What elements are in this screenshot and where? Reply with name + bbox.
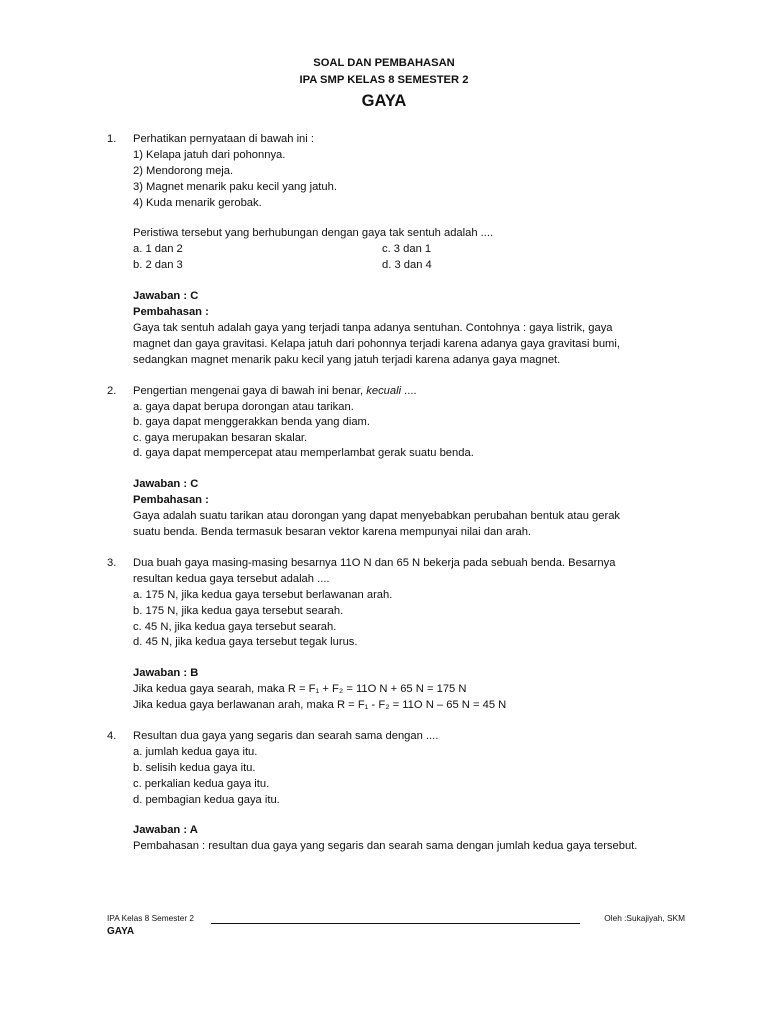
explanation-line: Pembahasan : resultan dua gaya yang segaris dan searah sama dengan jumlah kedua gaya tersebut. — [133, 840, 638, 852]
option-d: d. pembagian kedua gaya itu. — [133, 794, 280, 806]
option-a: a. 175 N, jika kedua gaya tersebut berlawanan arah. — [133, 589, 393, 601]
statement-item: 2) Mendorong meja. — [133, 165, 234, 177]
explanation-line: suatu benda. Benda termasuk besaran vektor karena mempunyai nilai dan arah. — [133, 526, 532, 538]
question-prompt: Resultan dua gaya yang segaris dan searah sama dengan .... — [133, 730, 439, 742]
option-c: c. perkalian kedua gaya itu. — [133, 778, 270, 790]
question-text: Peristiwa tersebut yang berhubungan dengan gaya tak sentuh adalah .... — [133, 227, 494, 239]
question-number: 3. — [107, 557, 117, 569]
explanation-line: Jika kedua gaya berlawanan arah, maka R = F₁ - F₂ = 11O N – 65 N = 45 N — [133, 699, 507, 711]
explanation-line: Gaya adalah suatu tarikan atau dorongan yang dapat menyebabkan perubahan bentuk atau gerak — [133, 510, 621, 522]
option-d: d. gaya dapat mempercepat atau memperlambat gerak suatu benda. — [133, 447, 474, 459]
option-b: b. selisih kedua gaya itu. — [133, 762, 256, 774]
prompt-ellipsis: .... — [401, 385, 417, 397]
answer-label: Jawaban : C — [133, 290, 199, 302]
statement-item: 3) Magnet menarik paku kecil yang jatuh. — [133, 181, 337, 193]
pembahasan-label: Pembahasan : — [133, 494, 209, 506]
doc-header-line1: SOAL DAN PEMBAHASAN — [313, 57, 455, 69]
explanation-line: sedangkan magnet menarik paku kecil yang jatuh terjadi karena adanya gaya magnet. — [133, 354, 561, 366]
question-prompt: Perhatikan pernyataan di bawah ini : — [133, 133, 314, 145]
footer-author: Oleh :Sukajiyah, SKM — [604, 913, 685, 923]
option-a: a. 1 dan 2 — [133, 243, 183, 255]
option-d: d. 45 N, jika kedua gaya tersebut tegak lurus. — [133, 636, 358, 648]
footer-course: IPA Kelas 8 Semester 2 — [107, 913, 195, 923]
question-number: 4. — [107, 730, 117, 742]
question-prompt: resultan kedua gaya tersebut adalah .... — [133, 573, 330, 585]
statement-item: 1) Kelapa jatuh dari pohonnya. — [133, 149, 286, 161]
explanation-line: magnet dan gaya gravitasi. Kelapa jatuh dari pohonnya terjadi karena adanya gaya gravitasi bumi, — [133, 338, 620, 350]
doc-header-line2: IPA SMP KELAS 8 SEMESTER 2 — [299, 74, 469, 86]
option-b: b. gaya dapat menggerakkan benda yang diam. — [133, 416, 370, 428]
option-c: c. 3 dan 1 — [382, 243, 432, 255]
doc-title: GAYA — [361, 92, 407, 110]
option-b: b. 175 N, jika kedua gaya tersebut searah. — [133, 605, 344, 617]
answer-label: Jawaban : A — [133, 824, 198, 836]
option-a: a. jumlah kedua gaya itu. — [133, 746, 258, 758]
explanation-line: Gaya tak sentuh adalah gaya yang terjadi tanpa adanya sentuhan. Contohnya : gaya listrik, gaya — [133, 322, 613, 334]
question-number: 1. — [107, 133, 117, 145]
footer-rule — [211, 923, 580, 924]
footer-subtitle: GAYA — [107, 926, 135, 937]
question-prompt — [133, 385, 417, 397]
option-a: a. gaya dapat berupa dorongan atau tarikan. — [133, 401, 354, 413]
answer-label: Jawaban : B — [133, 667, 199, 679]
prompt-emphasis: kecuali — [366, 385, 402, 397]
question-number: 2. — [107, 385, 117, 397]
option-d: d. 3 dan 4 — [382, 259, 432, 271]
option-c: c. 45 N, jika kedua gaya tersebut searah. — [133, 621, 337, 633]
statement-item: 4) Kuda menarik gerobak. — [133, 197, 262, 209]
pembahasan-label: Pembahasan : — [133, 306, 209, 318]
option-b: b. 2 dan 3 — [133, 259, 183, 271]
option-c: c. gaya merupakan besaran skalar. — [133, 432, 308, 444]
prompt-text: Pengertian mengenai gaya di bawah ini benar, — [133, 385, 367, 397]
explanation-line: Jika kedua gaya searah, maka R = F₁ + F₂ = 11O N + 65 N = 175 N — [133, 683, 467, 695]
question-prompt: Dua buah gaya masing-masing besarnya 11O N dan 65 N bekerja pada sebuah benda. Besarnya — [133, 557, 616, 569]
answer-label: Jawaban : C — [133, 478, 199, 490]
